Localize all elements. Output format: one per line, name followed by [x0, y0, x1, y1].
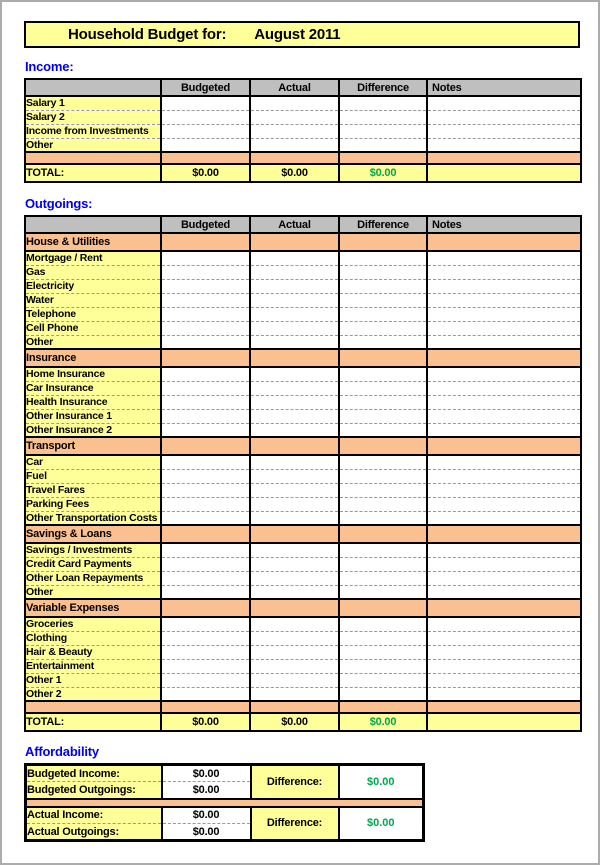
row-label: Telephone [25, 307, 161, 321]
input-cell[interactable] [161, 455, 250, 469]
input-cell[interactable] [339, 335, 427, 349]
category-row [25, 349, 581, 367]
input-cell[interactable] [427, 483, 581, 497]
input-cell[interactable] [161, 543, 250, 557]
input-cell[interactable] [161, 687, 250, 701]
input-cell[interactable] [161, 571, 250, 585]
item-row [25, 321, 581, 335]
outgoings-heading: Outgoings: [25, 196, 93, 211]
input-cell[interactable] [339, 251, 427, 265]
category-cell [427, 437, 581, 455]
item-row [25, 659, 581, 673]
input-cell[interactable] [250, 96, 339, 110]
row-label: Other 2 [25, 687, 161, 701]
input-cell[interactable] [339, 265, 427, 279]
category-cell [161, 233, 250, 251]
input-cell[interactable] [250, 497, 339, 511]
income-total-budgeted: $0.00 [161, 164, 250, 182]
input-cell[interactable] [339, 631, 427, 645]
actual-income-label: Actual Income: [26, 807, 162, 824]
row-label: Water [25, 293, 161, 307]
row-label: Car Insurance [25, 381, 161, 395]
spacer-row [26, 799, 424, 807]
item-row [25, 138, 581, 152]
income-total-actual: $0.00 [250, 164, 339, 182]
input-cell[interactable] [427, 251, 581, 265]
input-cell[interactable] [427, 381, 581, 395]
item-row [25, 483, 581, 497]
input-cell[interactable] [339, 321, 427, 335]
input-cell[interactable] [161, 395, 250, 409]
input-cell[interactable] [161, 124, 250, 138]
category-row [25, 525, 581, 543]
budgeted-outgoings-value: $0.00 [162, 782, 251, 799]
title-label: Household Budget for: [68, 26, 227, 43]
input-cell[interactable] [250, 395, 339, 409]
input-cell[interactable] [250, 265, 339, 279]
item-row [25, 381, 581, 395]
row-label: Electricity [25, 279, 161, 293]
item-row [25, 367, 581, 381]
input-cell[interactable] [427, 307, 581, 321]
input-cell[interactable] [339, 293, 427, 307]
input-cell[interactable] [339, 483, 427, 497]
input-cell[interactable] [161, 631, 250, 645]
row-label: Salary 1 [25, 96, 161, 110]
input-cell[interactable] [161, 335, 250, 349]
input-cell[interactable] [250, 585, 339, 599]
input-cell[interactable] [339, 124, 427, 138]
input-cell[interactable] [427, 138, 581, 152]
input-cell[interactable] [250, 293, 339, 307]
income-heading: Income: [25, 59, 74, 74]
item-row [25, 617, 581, 631]
item-row [25, 293, 581, 307]
input-cell[interactable] [250, 279, 339, 293]
input-cell[interactable] [250, 455, 339, 469]
row-label: Gas [25, 265, 161, 279]
spacer-row [25, 152, 581, 164]
row-label: Car [25, 455, 161, 469]
spacer-cell [25, 701, 161, 713]
item-row [25, 557, 581, 571]
item-row [25, 645, 581, 659]
category-cell [339, 599, 427, 617]
input-cell[interactable] [250, 110, 339, 124]
input-cell[interactable] [427, 265, 581, 279]
input-cell[interactable] [250, 543, 339, 557]
title-banner [24, 21, 580, 48]
spacer-cell [339, 152, 427, 164]
input-cell[interactable] [250, 659, 339, 673]
input-cell[interactable] [427, 455, 581, 469]
row-label: Mortgage / Rent [25, 251, 161, 265]
row-label: Income from Investments [25, 124, 161, 138]
input-cell[interactable] [250, 557, 339, 571]
input-cell[interactable] [427, 687, 581, 701]
input-cell[interactable] [427, 571, 581, 585]
input-cell[interactable] [339, 409, 427, 423]
input-cell[interactable] [250, 367, 339, 381]
outgoings-header-row [25, 216, 581, 233]
input-cell[interactable] [339, 96, 427, 110]
input-cell[interactable] [427, 409, 581, 423]
spacer-cell [161, 701, 250, 713]
input-cell[interactable] [161, 265, 250, 279]
input-cell[interactable] [161, 307, 250, 321]
item-row [25, 110, 581, 124]
category-cell [250, 599, 339, 617]
input-cell[interactable] [339, 307, 427, 321]
input-cell[interactable] [250, 617, 339, 631]
input-cell[interactable] [427, 335, 581, 349]
item-row [25, 335, 581, 349]
input-cell[interactable] [161, 585, 250, 599]
input-cell[interactable] [427, 497, 581, 511]
row-label: Other [25, 138, 161, 152]
input-cell[interactable] [161, 617, 250, 631]
actual-difference-value: $0.00 [339, 807, 424, 841]
column-header-actual: Actual [250, 216, 339, 233]
row-label: Salary 2 [25, 110, 161, 124]
row-label: Parking Fees [25, 497, 161, 511]
column-header-notes: Notes [427, 216, 581, 233]
category-row [25, 233, 581, 251]
item-row [25, 455, 581, 469]
input-cell[interactable] [427, 469, 581, 483]
income-table [24, 78, 582, 183]
input-cell[interactable] [161, 469, 250, 483]
row-label: Health Insurance [25, 395, 161, 409]
item-row [25, 96, 581, 110]
category-cell [339, 233, 427, 251]
input-cell[interactable] [339, 543, 427, 557]
item-row [25, 251, 581, 265]
input-cell[interactable] [161, 659, 250, 673]
input-cell[interactable] [339, 423, 427, 437]
input-cell[interactable] [161, 138, 250, 152]
input-cell[interactable] [161, 483, 250, 497]
column-header-blank [25, 216, 161, 233]
item-row [25, 511, 581, 525]
budgeted-income-value: $0.00 [162, 765, 251, 782]
spacer-cell [26, 799, 424, 807]
input-cell[interactable] [161, 96, 250, 110]
category-cell [161, 599, 250, 617]
item-row [25, 124, 581, 138]
title-month: August 2011 [254, 26, 341, 43]
row-label: Other Loan Repayments [25, 571, 161, 585]
spacer-cell [250, 701, 339, 713]
input-cell[interactable] [161, 381, 250, 395]
spacer-cell [250, 152, 339, 164]
input-cell[interactable] [250, 469, 339, 483]
category-cell [339, 437, 427, 455]
input-cell[interactable] [250, 673, 339, 687]
input-cell[interactable] [339, 659, 427, 673]
input-cell[interactable] [339, 511, 427, 525]
input-cell[interactable] [250, 124, 339, 138]
input-cell[interactable] [339, 381, 427, 395]
input-cell[interactable] [161, 409, 250, 423]
input-cell[interactable] [427, 321, 581, 335]
item-row [25, 409, 581, 423]
input-cell[interactable] [427, 124, 581, 138]
spacer-cell [427, 152, 581, 164]
outgoings-table [24, 215, 582, 732]
category-cell [161, 349, 250, 367]
affordability-row [26, 807, 424, 824]
category-cell [250, 349, 339, 367]
input-cell[interactable] [339, 585, 427, 599]
row-label: Home Insurance [25, 367, 161, 381]
row-label: Other Insurance 2 [25, 423, 161, 437]
item-row [25, 279, 581, 293]
total-label: TOTAL: [25, 164, 161, 182]
item-row [25, 687, 581, 701]
input-cell[interactable] [427, 673, 581, 687]
row-label: Travel Fares [25, 483, 161, 497]
category-label: Insurance [25, 349, 161, 367]
affordability-heading: Affordability [25, 744, 99, 759]
input-cell[interactable] [339, 469, 427, 483]
outgoings-total-actual: $0.00 [250, 713, 339, 731]
outgoings-total-difference: $0.00 [339, 713, 427, 731]
input-cell[interactable] [250, 687, 339, 701]
column-header-budgeted: Budgeted [161, 79, 250, 96]
outgoings-total-notes [427, 713, 581, 731]
input-cell[interactable] [250, 571, 339, 585]
category-cell [339, 525, 427, 543]
actual-income-value: $0.00 [162, 807, 251, 824]
actual-outgoings-value: $0.00 [162, 824, 251, 841]
budgeted-income-label: Budgeted Income: [26, 765, 162, 782]
input-cell[interactable] [161, 110, 250, 124]
input-cell[interactable] [427, 557, 581, 571]
row-label: Other [25, 335, 161, 349]
spacer-row [25, 701, 581, 713]
spacer-cell [161, 152, 250, 164]
input-cell[interactable] [339, 367, 427, 381]
input-cell[interactable] [161, 673, 250, 687]
input-cell[interactable] [161, 279, 250, 293]
document-body [2, 2, 580, 842]
row-label: Cell Phone [25, 321, 161, 335]
total-label: TOTAL: [25, 713, 161, 731]
input-cell[interactable] [250, 645, 339, 659]
category-cell [250, 437, 339, 455]
input-cell[interactable] [427, 659, 581, 673]
input-cell[interactable] [250, 511, 339, 525]
input-cell[interactable] [250, 307, 339, 321]
row-label: Other Insurance 1 [25, 409, 161, 423]
income-total-row [25, 164, 581, 182]
budgeted-difference-value: $0.00 [339, 765, 424, 799]
spacer-cell [427, 701, 581, 713]
input-cell[interactable] [161, 511, 250, 525]
category-cell [250, 525, 339, 543]
category-cell [427, 599, 581, 617]
input-cell[interactable] [250, 335, 339, 349]
category-cell [161, 437, 250, 455]
income-total-notes [427, 164, 581, 182]
input-cell[interactable] [427, 511, 581, 525]
item-row [25, 469, 581, 483]
input-cell[interactable] [339, 497, 427, 511]
affordability-table [24, 763, 425, 842]
input-cell[interactable] [161, 251, 250, 265]
row-label: Other [25, 585, 161, 599]
input-cell[interactable] [427, 367, 581, 381]
category-row [25, 599, 581, 617]
actual-difference-label: Difference: [251, 807, 339, 841]
input-cell[interactable] [250, 631, 339, 645]
column-header-difference: Difference [339, 216, 427, 233]
column-header-budgeted: Budgeted [161, 216, 250, 233]
row-label: Hair & Beauty [25, 645, 161, 659]
input-cell[interactable] [339, 455, 427, 469]
input-cell[interactable] [339, 395, 427, 409]
input-cell[interactable] [427, 110, 581, 124]
input-cell[interactable] [250, 483, 339, 497]
input-cell[interactable] [427, 543, 581, 557]
input-cell[interactable] [250, 381, 339, 395]
column-header-difference: Difference [339, 79, 427, 96]
actual-outgoings-label: Actual Outgoings: [26, 824, 162, 841]
input-cell[interactable] [250, 409, 339, 423]
column-header-actual: Actual [250, 79, 339, 96]
input-cell[interactable] [161, 557, 250, 571]
item-row [25, 673, 581, 687]
row-label: Credit Card Payments [25, 557, 161, 571]
item-row [25, 307, 581, 321]
input-cell[interactable] [339, 138, 427, 152]
row-label: Clothing [25, 631, 161, 645]
input-cell[interactable] [161, 423, 250, 437]
category-cell [339, 349, 427, 367]
input-cell[interactable] [250, 423, 339, 437]
input-cell[interactable] [427, 617, 581, 631]
input-cell[interactable] [339, 557, 427, 571]
row-label: Savings / Investments [25, 543, 161, 557]
item-row [25, 395, 581, 409]
column-header-blank [25, 79, 161, 96]
item-row [25, 423, 581, 437]
input-cell[interactable] [427, 279, 581, 293]
category-cell [250, 233, 339, 251]
input-cell[interactable] [339, 279, 427, 293]
column-header-notes: Notes [427, 79, 581, 96]
income-header-row [25, 79, 581, 96]
input-cell[interactable] [161, 645, 250, 659]
item-row [25, 265, 581, 279]
input-cell[interactable] [427, 96, 581, 110]
input-cell[interactable] [161, 321, 250, 335]
row-label: Fuel [25, 469, 161, 483]
outgoings-total-budgeted: $0.00 [161, 713, 250, 731]
category-cell [427, 525, 581, 543]
input-cell[interactable] [427, 395, 581, 409]
category-label: Variable Expenses [25, 599, 161, 617]
category-cell [161, 525, 250, 543]
row-label: Entertainment [25, 659, 161, 673]
item-row [25, 543, 581, 557]
category-cell [427, 233, 581, 251]
input-cell[interactable] [250, 138, 339, 152]
row-label: Other Transportation Costs [25, 511, 161, 525]
input-cell[interactable] [427, 585, 581, 599]
input-cell[interactable] [427, 423, 581, 437]
category-label: Savings & Loans [25, 525, 161, 543]
input-cell[interactable] [339, 673, 427, 687]
input-cell[interactable] [339, 687, 427, 701]
category-row [25, 437, 581, 455]
item-row [25, 497, 581, 511]
input-cell[interactable] [250, 251, 339, 265]
input-cell[interactable] [339, 571, 427, 585]
item-row [25, 571, 581, 585]
input-cell[interactable] [339, 645, 427, 659]
category-cell [427, 349, 581, 367]
input-cell[interactable] [339, 617, 427, 631]
input-cell[interactable] [161, 367, 250, 381]
input-cell[interactable] [161, 293, 250, 307]
input-cell[interactable] [427, 293, 581, 307]
input-cell[interactable] [339, 110, 427, 124]
item-row [25, 585, 581, 599]
spacer-cell [339, 701, 427, 713]
budgeted-difference-label: Difference: [251, 765, 339, 799]
outgoings-total-row [25, 713, 581, 731]
item-row [25, 631, 581, 645]
row-label: Other 1 [25, 673, 161, 687]
budgeted-outgoings-label: Budgeted Outgoings: [26, 782, 162, 799]
input-cell[interactable] [161, 497, 250, 511]
category-label: Transport [25, 437, 161, 455]
affordability-row [26, 765, 424, 782]
category-label: House & Utilities [25, 233, 161, 251]
income-total-difference: $0.00 [339, 164, 427, 182]
input-cell[interactable] [250, 321, 339, 335]
spacer-cell [25, 152, 161, 164]
input-cell[interactable] [427, 645, 581, 659]
input-cell[interactable] [427, 631, 581, 645]
row-label: Groceries [25, 617, 161, 631]
